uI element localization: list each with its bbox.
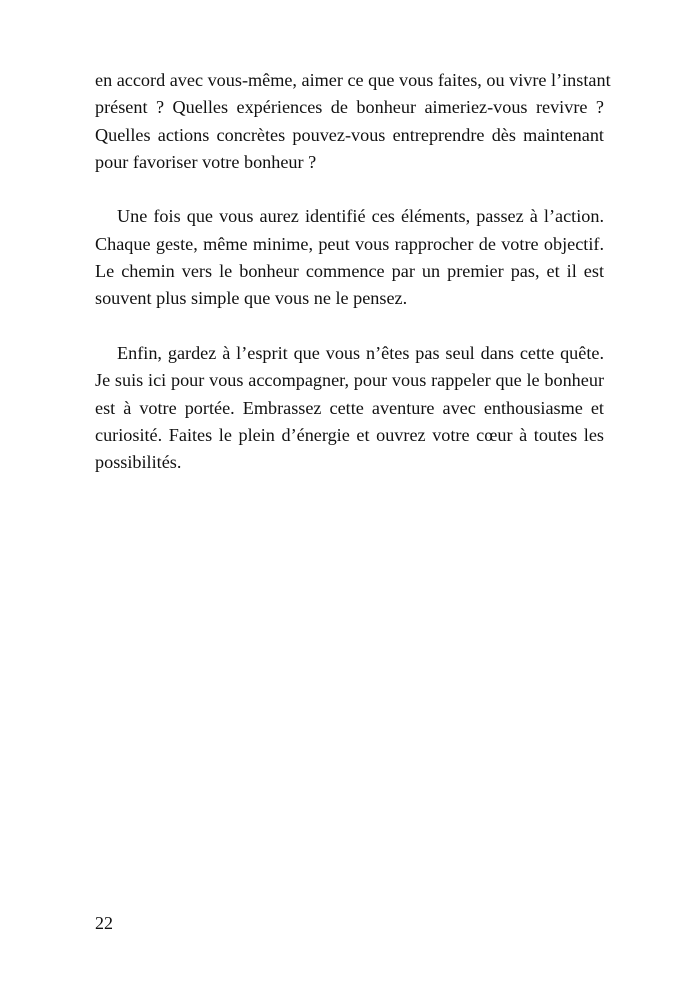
text-line: Enfin, gardez à l’esprit que vous n’êtes pas seul dans cette quête. <box>117 342 604 363</box>
text-line: Une fois que vous aurez identifié ces éléments, passez à l’action. <box>117 206 604 227</box>
paragraph-1 <box>95 67 611 176</box>
paragraph-2 <box>95 203 604 312</box>
text-line: Quelles actions concrètes pouvez-vous entreprendre dès maintenant <box>95 124 604 145</box>
text-line: Je suis ici pour vous accompagner, pour vous rappeler que le bonheur <box>95 370 604 391</box>
paragraph-3 <box>95 340 604 476</box>
text-line: souvent plus simple que vous ne le pensez. <box>95 288 408 309</box>
text-line: possibilités. <box>95 452 182 473</box>
text-line: en accord avec vous-même, aimer ce que vous faites, ou vivre l’instant <box>95 70 611 90</box>
text-line: est à votre portée. Embrassez cette aventure avec enthousiasme et <box>95 397 604 418</box>
text-line: curiosité. Faites le plein d’énergie et ouvrez votre cœur à toutes les <box>95 424 604 445</box>
body-text <box>95 67 611 504</box>
text-line: Le chemin vers le bonheur commence par un premier pas, et il est <box>95 261 604 282</box>
text-line: Chaque geste, même minime, peut vous rapprocher de votre objectif. <box>95 233 604 254</box>
text-line: pour favoriser votre bonheur ? <box>95 151 317 172</box>
page-number: 22 <box>95 913 113 933</box>
text-line: présent ? Quelles expériences de bonheur aimeriez-vous revivre ? <box>95 97 604 118</box>
